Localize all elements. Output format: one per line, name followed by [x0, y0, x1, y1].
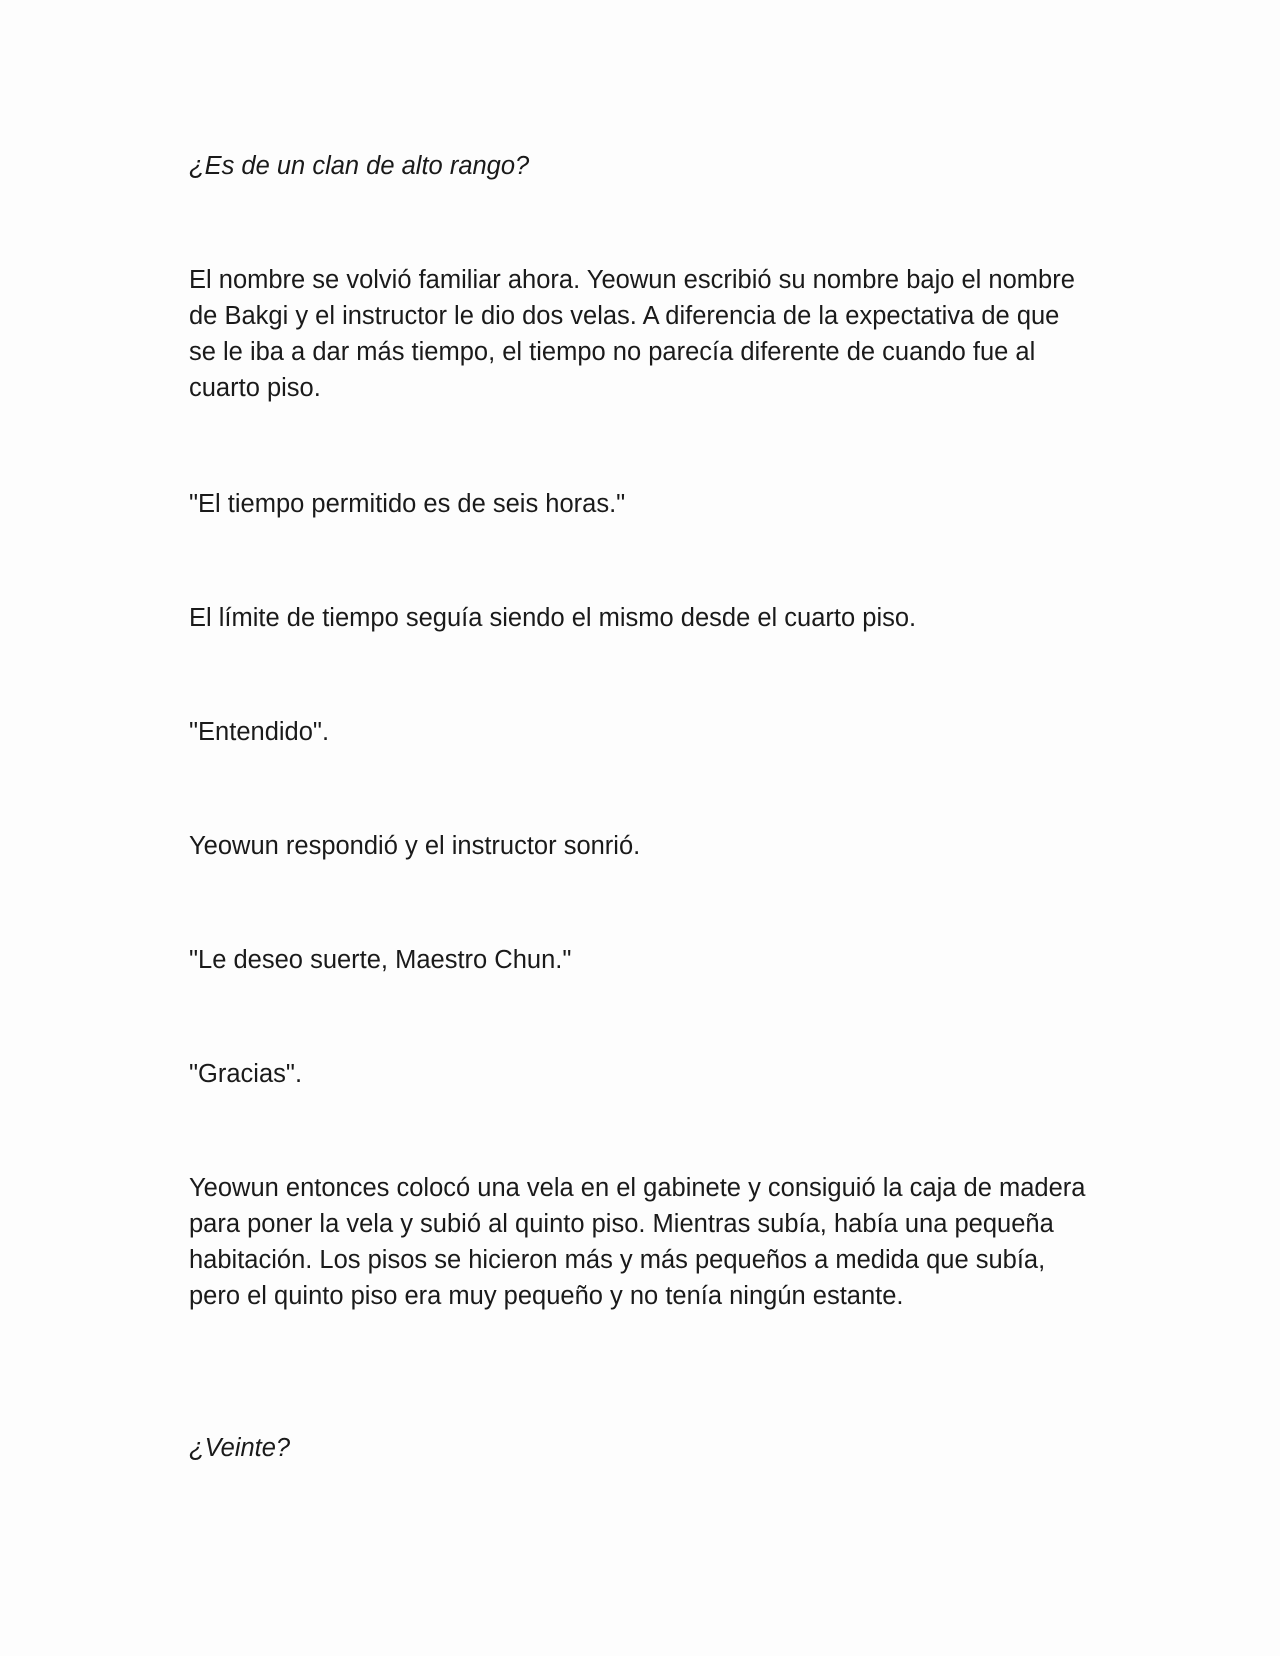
paragraph-fifth-floor: Yeowun entonces colocó una vela en el gabinete y consiguió la caja de madera para poner la vela y subió al quinto piso. Mientras subía, había una pequeña habitación. Los pisos se hicieron más y más pequeños a medida que subía, pero el quinto piso era muy pequeño y no tenía ningún estante.	[189, 1174, 1086, 1310]
paragraph-instructor-smiled: Yeowun respondió y el instructor sonrió.	[189, 832, 641, 860]
paragraph-dialogue-thanks: "Gracias".	[189, 1060, 303, 1088]
paragraph-dialogue-good-luck: "Le deseo suerte, Maestro Chun."	[189, 946, 572, 974]
paragraph-dialogue-understood: "Entendido".	[189, 718, 330, 746]
paragraph-name-familiar: El nombre se volvió familiar ahora. Yeowun escribió su nombre bajo el nombre de Bakgi y el instructor le dio dos velas. A diferencia de la expectativa de que se le iba a dar más tiempo, el tiempo no parecía diferente de cuando fue al cuarto piso.	[189, 266, 1075, 402]
paragraph-thought-clan: ¿Es de un clan de alto rango?	[189, 152, 530, 180]
paragraph-dialogue-time-allowed: "El tiempo permitido es de seis horas."	[189, 490, 626, 518]
paragraph-time-limit: El límite de tiempo seguía siendo el mismo desde el cuarto piso.	[189, 604, 917, 632]
paragraph-thought-twenty: ¿Veinte?	[189, 1434, 291, 1462]
